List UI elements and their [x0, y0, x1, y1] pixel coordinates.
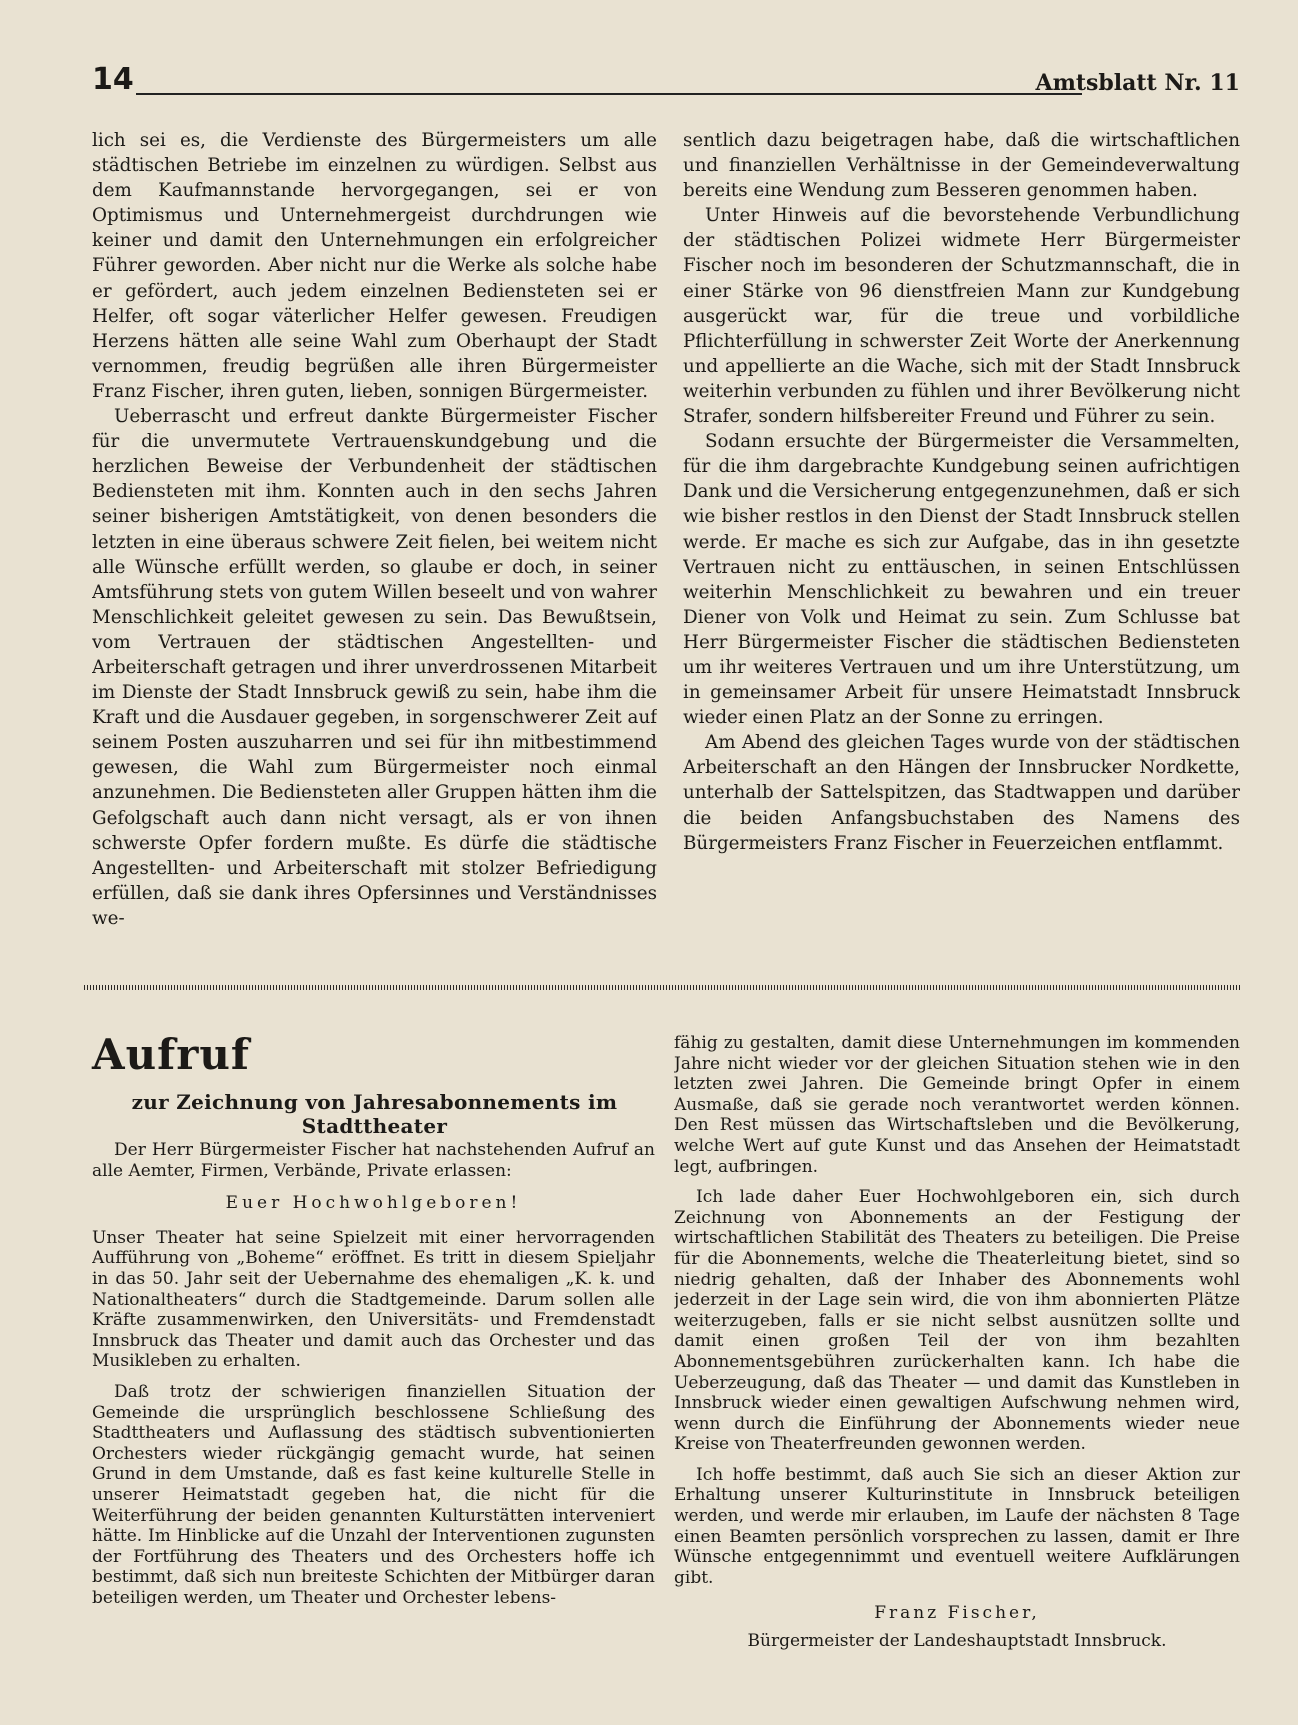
aufruf-subtitle: zur Zeichnung von Jahresabonnements im Stadttheater	[131, 1090, 618, 1138]
article-paragraph: sentlich dazu beigetragen habe, daß die wirtschaftlichen und finanziellen Verhältnisse in der Gemeindeverwaltung bereits eine Wendung zum Besseren genommen haben.	[683, 130, 1240, 202]
article-paragraph: Am Abend des gleichen Tages wurde von der städtischen Arbeiterschaft an den Hängen der Innsbrucker Nordkette, unterhalb der Sattelspitzen, das Stadtwappen und darüber die beiden Anfangsbuchstaben des Namens des Bürgermeisters Franz Fischer in Feuerzeichen entflammt.	[683, 732, 1240, 854]
page-header	[92, 62, 1240, 102]
article-paragraph: Sodann ersuchte der Bürgermeister die Versammelten, für die ihm dargebrachte Kundgebung seinen aufrichtigen Dank und die Versicherung entgegenzunehmen, daß er sich wie bisher restlos in den Dienst der Stadt Innsbruck stellen werde. Er mache es sich zur Aufgabe, das in ihn gesetzte Vertrauen nicht zu enttäuschen, in seinen Entschlüssen weiterhin Menschlichkeit zu bewahren und ein treuer Diener von Volk und Heimat zu sein. Zum Schlusse bat Herr Bürgermeister Fischer die städtischen Bediensteten um ihr weiteres Vertrauen und um ihre Unterstützung, um in gemeinsamer Arbeit für unsere Heimatstadt Innsbruck wieder einen Platz an der Sonne zu erringen.	[683, 431, 1240, 729]
aufruf-salutation: Euer Hochwohlgeboren!	[225, 1193, 522, 1214]
page-number: 14	[92, 62, 134, 97]
aufruf-intro: Der Herr Bürgermeister Fischer hat nachstehenden Aufruf an alle Aemter, Firmen, Verbände, Private erlassen:	[92, 1140, 655, 1181]
section-divider	[84, 985, 1240, 990]
aufruf-paragraph: fähig zu gestalten, damit diese Unternehmungen im kommenden Jahre nicht wieder vor der gleichen Situation stehen wie in den letzten zwei Jahren. Die Gemeinde bringt Opfer in einem Ausmaße, daß sie gerade noch verantwortet werden können. Den Rest müssen das Wirtschaftsleben und die Bevölkerung, welche Wert auf gute Kunst und das Ansehen der Heimatstadt legt, aufbringen.	[674, 1033, 1240, 1177]
signature-title: Bürgermeister der Landeshauptstadt Innsbruck.	[747, 1631, 1167, 1651]
aufruf-title: Aufruf	[92, 1030, 250, 1079]
masthead: Amtsblatt Nr. 11	[1035, 70, 1240, 96]
article-top-left-column	[92, 128, 657, 958]
aufruf-right-column	[674, 1033, 1240, 1653]
aufruf-paragraph: Ich lade daher Euer Hochwohlgeboren ein, sich durch Zeichnung von Abonnements an der Festigung der wirtschaftlichen Stabilität des Theaters zu beteiligen. Die Preise für die Abonnements, welche die Theaterleitung bietet, sind so niedrig gehalten, daß der Inhaber des Abonnements wohl jederzeit in der Lage sein wird, die von ihm abonnierten Plätze weiterzugeben, falls er sie nicht selbst ausnützen sollte und damit einen großen Teil der von ihm bezahlten Abonnementsgebühren zurückerhalten kann. Ich habe die Ueberzeugung, daß das Theater — und damit das Kunstleben in Innsbruck wieder einen gewaltigen Aufschwung nehmen wird, wenn durch die Einführung der Abonnements wieder neue Kreise von Theaterfreunden gewonnen werden.	[674, 1187, 1240, 1455]
article-paragraph: lich sei es, die Verdienste des Bürgermeisters um alle städtischen Betriebe im einzelnen zu würdigen. Selbst aus dem Kaufmannstande hervorgegangen, sei er von Optimismus und Unternehmergeist durchdrungen wie keiner und damit den Unternehmungen ein erfolgreicher Führer geworden. Aber nicht nur die Werke als solche habe er gefördert, auch jedem einzelnen Bediensteten sei er Helfer, oft sogar väterlicher Helfer gewesen. Freudigen Herzens hätten alle seine Wahl zum Oberhaupt der Stadt vernommen, freudig begrüßen alle ihren Bürgermeister Franz Fischer, ihren guten, lieben, sonnigen Bürgermeister.	[92, 130, 657, 402]
aufruf-paragraph: Ich hoffe bestimmt, daß auch Sie sich an dieser Aktion zur Erhaltung unserer Kulturinstitute in Innsbruck beteiligen werden, und werde mir erlauben, im Laufe der nächsten 8 Tage einen Beamten persönlich vorsprechen zu lassen, damit er Ihre Wünsche entgegennimmt und eventuell weitere Aufklärungen gibt.	[674, 1464, 1240, 1588]
article-paragraph: Ueberrascht und erfreut dankte Bürgermeister Fischer für die unvermutete Vertrauenskundgebung und die herzlichen Beweise der Verbundenheit der städtischen Bediensteten mit ihm. Konnten auch in den sechs Jahren seiner bisherigen Amtstätigkeit, von denen besonders die letzten in eine überaus schwere Zeit fielen, bei weitem nicht alle Wünsche erfüllt werden, so glaube er doch, in seiner Amtsführung stets von gutem Willen beseelt und von wahrer Menschlichkeit geleitet gewesen zu sein. Das Bewußtsein, vom Vertrauen der städtischen Angestellten- und Arbeiterschaft getragen und ihrer unverdrossenen Mitarbeit im Dienste der Stadt Innsbruck gewiß zu sein, habe ihm die Kraft und die Ausdauer gegeben, in sorgenschwerer Zeit auf seinem Posten auszuharren und sei für ihn mitbestimmend gewesen, die Wahl zum Bürgermeister noch einmal anzunehmen. Die Bediensteten aller Gruppen hätten ihm die Gefolgschaft auch dann nicht versagt, als er von ihnen schwerste Opfer fordern mußte. Es dürfe die städtische Angestellten- und Arbeiterschaft mit stolzer Befriedigung erfüllen, daß sie dank ihres Opfersinnes und Verständnisses we-	[92, 406, 657, 929]
article-top-right-column	[683, 128, 1240, 958]
aufruf-paragraph: Daß trotz der schwierigen finanziellen Situation der Gemeinde die ursprünglich beschlossene Schließung des Stadttheaters und Auflassung des städtisch subventionierten Orchesters wieder rückgängig gemacht wurde, hat seinen Grund in dem Umstande, daß es fast keine kulturelle Stelle in unserer Heimatstadt gegeben hat, die nicht für die Weiterführung der beiden genannten Kulturstätten interveniert hätte. Im Hinblicke auf die Unzahl der Interventionen zugunsten der Fortführung des Theaters und des Orchesters hoffe ich bestimmt, daß sich nun breiteste Schichten der Mitbürger daran beteiligen werden, um Theater und Orchester lebens-	[92, 1381, 655, 1608]
signature-name: Franz Fischer,	[874, 1603, 1040, 1623]
aufruf-paragraph: Unser Theater hat seine Spielzeit mit einer hervorragenden Aufführung von „Boheme“ eröffnet. Es tritt in diesem Spieljahr in das 50. Jahr seit der Uebernahme des ehemaligen „K. k. und Nationaltheaters“ durch die Stadtgemeinde. Darum sollen alle Kräfte zusammenwirken, den Universitäts- und Fremdenstadt Innsbruck das Theater und damit auch das Orchester und das Musikleben zu erhalten.	[92, 1227, 655, 1372]
header-rule	[136, 93, 1082, 95]
aufruf-left-column	[92, 1140, 655, 1710]
article-paragraph: Unter Hinweis auf die bevorstehende Verbundlichung der städtischen Polizei widmete Herr Bürgermeister Fischer noch im besonderen der Schutzmannschaft, die in einer Stärke von 96 dienstfreien Mann zur Kundgebung ausgerückt war, für die treue und vorbildliche Pflichterfüllung in schwerster Zeit Worte der Anerkennung und appellierte an die Wache, sich mit der Stadt Innsbruck weiterhin verbunden zu fühlen und ihrer Bevölkerung nicht Strafer, sondern hilfsbereiter Freund und Führer zu sein.	[683, 205, 1240, 428]
